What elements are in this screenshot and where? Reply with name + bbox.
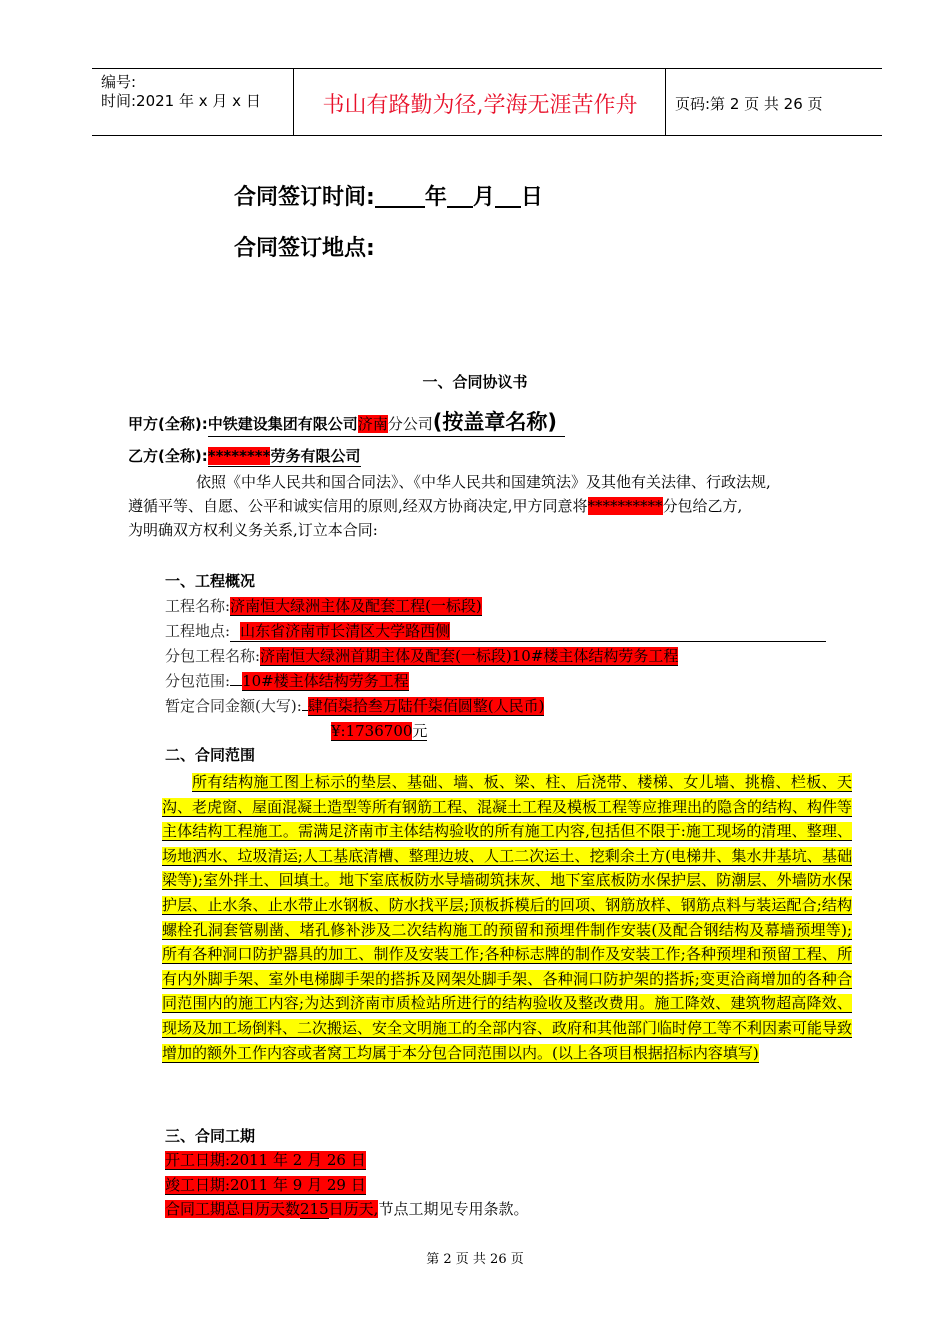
amount-row: 暂定合同金额(大写): 肆佰柒拾叁万陆仟柒佰圆整(人民币) bbox=[165, 697, 545, 715]
sub-scope-value: 10#楼主体结构劳务工程 bbox=[242, 672, 409, 690]
sign-place: 合同签订地点: bbox=[234, 236, 375, 261]
project-site-row: 工程地点: 山东省济南市长清区大学路西侧 bbox=[165, 620, 826, 642]
scope-paragraph bbox=[162, 770, 852, 1065]
amount-number-row: ¥:1736700元 bbox=[331, 722, 428, 740]
party-b-label: 乙方(全称): bbox=[128, 447, 208, 465]
header-top-rule bbox=[92, 68, 882, 69]
duration-days: 215 bbox=[300, 1200, 329, 1218]
sign-time-label: 合同签订时间: bbox=[234, 185, 375, 210]
header-page-number: 页码:第 2 页 共 26 页 bbox=[675, 95, 823, 113]
party-a-label: 甲方(全称): bbox=[128, 415, 208, 433]
year-blank[interactable] bbox=[375, 184, 425, 208]
header-bottom-rule bbox=[92, 135, 882, 136]
start-date: 开工日期:2011 年 2 月 26 日 bbox=[165, 1151, 366, 1169]
intro-line-2: 遵循平等、自愿、公平和诚实信用的原则,经双方协商决定,甲方同意将**********分包给乙方, bbox=[128, 497, 743, 515]
page-footer: 第 2 页 共 26 页 bbox=[426, 1252, 524, 1267]
party-a-stamp-note: (按盖章名称) bbox=[432, 410, 557, 434]
header-motto: 书山有路勤为径,学海无涯苦作舟 bbox=[322, 93, 638, 118]
sub-name-value: 济南恒大绿洲首期主体及配套(一标段)10#楼主体结构劳务工程 bbox=[260, 647, 679, 665]
section-3-title: 三、合同工期 bbox=[165, 1127, 256, 1145]
project-name-value: 济南恒大绿洲主体及配套工程(一标段) bbox=[230, 597, 482, 615]
doc-title: 一、合同协议书 bbox=[422, 373, 528, 391]
project-site-value: 山东省济南市长清区大学路西侧 bbox=[240, 622, 451, 640]
header-time: 时间:2021 年 x 月 x 日 bbox=[101, 92, 261, 110]
party-a-name: 中铁建设集团有限公司济南分公司(按盖章名称) bbox=[208, 406, 565, 437]
party-a bbox=[128, 406, 565, 437]
month-blank[interactable] bbox=[447, 184, 473, 208]
sub-scope-row: 分包范围: 10#楼主体结构劳务工程 bbox=[165, 672, 409, 690]
sign-time: 合同签订时间: 年 月 日 bbox=[234, 185, 543, 210]
party-b-name: ********劳务有限公司 bbox=[207, 447, 361, 465]
project-name-row: 工程名称:济南恒大绿洲主体及配套工程(一标段) bbox=[165, 597, 482, 615]
amount-words-value: 肆佰柒拾叁万陆仟柒佰圆整(人民币) bbox=[307, 697, 545, 715]
duration-row: 合同工期总日历天数215日历天,节点工期见专用条款。 bbox=[165, 1200, 529, 1218]
party-b bbox=[128, 445, 361, 467]
day-blank[interactable] bbox=[495, 184, 521, 208]
sub-name-row: 分包工程名称:济南恒大绿洲首期主体及配套(一标段)10#楼主体结构劳务工程 bbox=[165, 647, 679, 665]
intro-line-3: 为明确双方权利义务关系,订立本合同: bbox=[128, 521, 378, 539]
section-1-title: 一、工程概况 bbox=[165, 572, 256, 590]
amount-number-value: ¥:1736700 bbox=[331, 722, 413, 740]
header-divider-1 bbox=[293, 69, 294, 135]
scope-text: 所有结构施工图上标示的垫层、基础、墙、板、梁、柱、后浇带、楼梯、女儿墙、挑檐、栏板、天沟、老虎窗、屋面混凝土造型等所有钢筋工程、混凝土工程及模板工程等应推理出的隐含的结构、构件等主体结构工程施工。需满足济南市主体结构验收的所有施工内容,包括但不限于:施工现场的清理、整理、场地洒水、垃圾清运;人工基底清槽、整理边坡、人工二次运土、挖剩余土方(电梯井、集水井基坑、基础梁等);室外拌土、回填土。地下室底板防水导墙砌筑抹灰、地下室底板防水保护层、防潮层、外墙防水保护层、止水条、止水带止水钢板、防水找平层;顶板拆模后的回项、钢筋放样、钢筋点料与装运配合;结构螺栓孔洞套管剔凿、堵孔修补涉及二次结构施工的预留和预埋件制作安装(及配合钢结构及幕墙预埋等);所有各种洞口防护器具的加工、制作及安装工作;各种标志牌的制作及安装工作;各种预埋和预留工程、所有内外脚手架、室外电梯脚手架的搭拆及网架处脚手架、各种洞口防护架的搭拆;变更洽商增加的各种合同范围内的施工内容;为达到济南市质检站所进行的结构验收及整改费用。施工降效、建筑物超高降效、现场及加工场倒料、二次搬运、安全文明施工的全部内容、政府和其他部门临时停工等不利因素可能导致增加的额外工作内容或者窝工均属于本分包合同范围以内。(以上各项目根据招标内容填写) bbox=[162, 773, 853, 1062]
section-2-title: 二、合同范围 bbox=[165, 746, 256, 764]
header-number: 编号: bbox=[101, 73, 137, 91]
intro-line-1: 依照《中华人民共和国合同法》、《中华人民共和国建筑法》及其他有关法律、行政法规, bbox=[196, 473, 771, 491]
header-divider-2 bbox=[665, 69, 666, 135]
end-date: 竣工日期:2011 年 9 月 29 日 bbox=[165, 1176, 366, 1194]
